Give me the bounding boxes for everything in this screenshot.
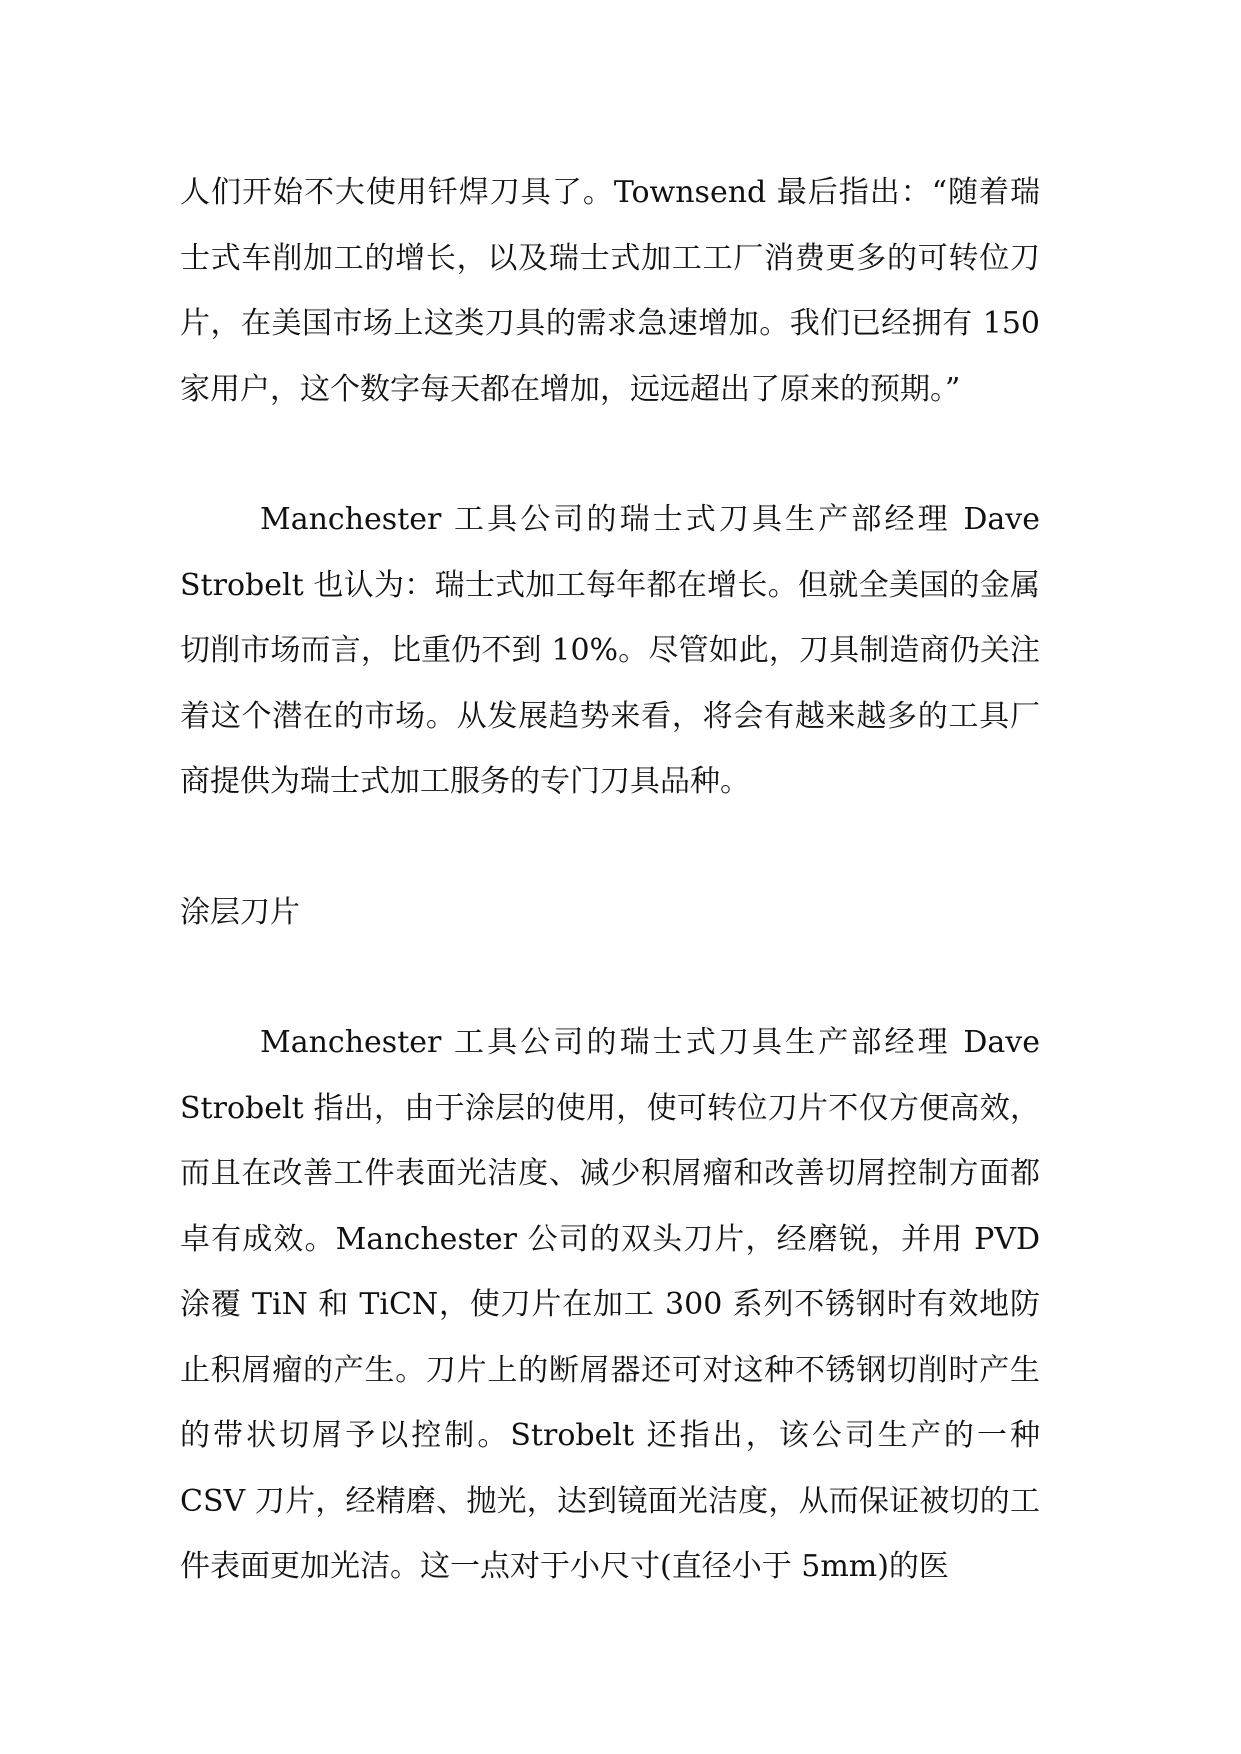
paragraph-spacer: [180, 945, 1040, 1010]
paragraph-spacer: [180, 815, 1040, 880]
section-heading: 涂层刀片: [180, 894, 300, 930]
paragraph-manchester-market: Manchester 工具公司的瑞士式刀具生产部经理 Dave Strobelt 也认为：瑞士式加工每年都在增长。但就全美国的金属切削市场而言，比重仍不到 10%。尽管如此，刀具制造商仍关注着这个潜在的市场。从发展趋势来看，将会有越来越多的工具厂商提供为瑞士式加工服务的专门刀具品种。: [180, 502, 1040, 799]
paragraph-spacer: [180, 422, 1040, 487]
document-body: [180, 160, 1040, 1600]
paragraph-coated-inserts: Manchester 工具公司的瑞士式刀具生产部经理 Dave Strobelt 指出，由于涂层的使用，使可转位刀片不仅方便高效，而且在改善工件表面光洁度、减少积屑瘤和改善切屑控制方面都卓有成效。Manchester 公司的双头刀片，经磨锐，并用 PVD 涂覆 TiN 和 TiCN，使刀片在加工 300 系列不锈钢时有效地防止积屑瘤的产生。刀片上的断屑器还可对这种不锈钢切削时产生的带状切屑予以控制。Strobelt 还指出，该公司生产的一种 CSV 刀片，经精磨、抛光，达到镜面光洁度，从而保证被切的工件表面更加光洁。这一点对于小尺寸(直径小于 5mm)的医: [180, 1025, 1040, 1584]
paragraph-townsend-quote: 人们开始不大使用钎焊刀具了。Townsend 最后指出：“随着瑞士式车削加工的增长，以及瑞士式加工工厂消费更多的可转位刀片，在美国市场上这类刀具的需求急速增加。我们已经拥有 150 家用户，这个数字每天都在增加，远远超出了原来的预期。”: [180, 175, 1040, 407]
